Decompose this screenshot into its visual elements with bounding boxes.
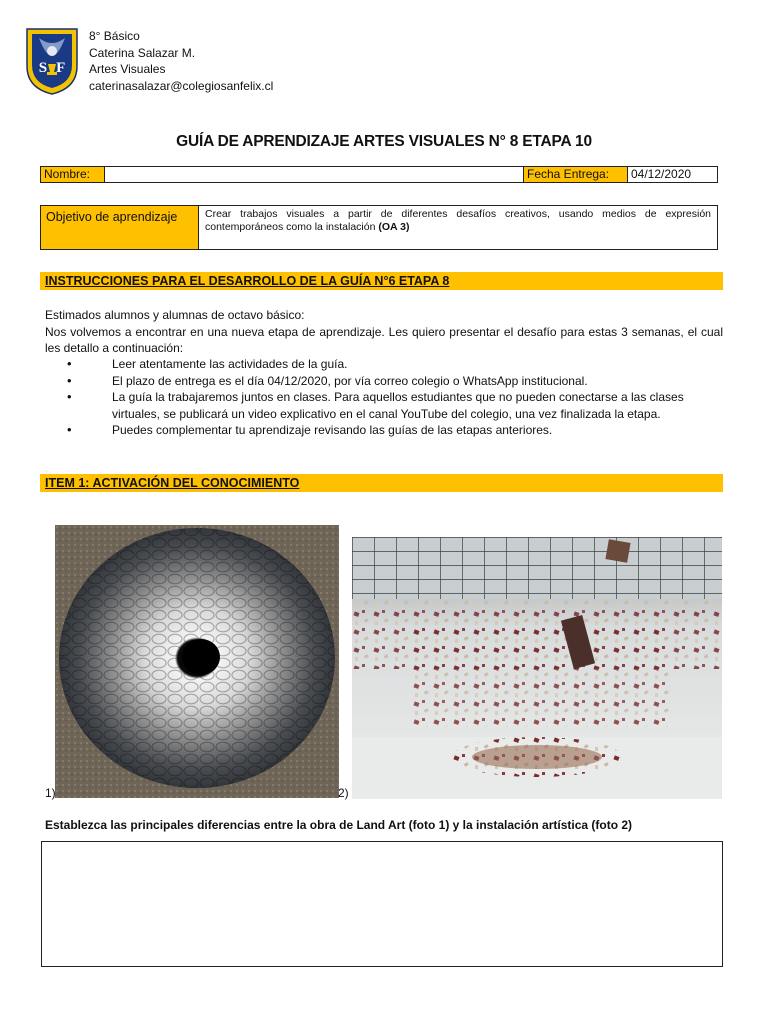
installation-photo xyxy=(352,537,722,799)
header-info xyxy=(89,28,273,94)
instructions-heading xyxy=(40,272,723,290)
land-art-photo xyxy=(55,525,339,798)
photo2-label: 2) xyxy=(338,786,349,800)
item1-heading-text: ITEM 1: ACTIVACIÓN DEL CONOCIMIENTO xyxy=(45,476,300,490)
list-item: • La guía la trabajaremos juntos en clases. Para aquellos estudiantes que no pueden conectarse a las clases virtuales, se publicará un video explicativo en el canal YouTube del colegio, una vez finalizada la etapa. xyxy=(45,389,723,422)
objective-text xyxy=(199,206,717,249)
header-email: caterinasalazar@colegiosanfelix.cl xyxy=(89,78,274,93)
objective-label: Objetivo de aprendizaje xyxy=(41,206,199,249)
list-item: • El plazo de entrega es el día 04/12/2020, por vía correo colegio o WhatsApp institucional. xyxy=(45,373,723,390)
greeting: Estimados alumnos y alumnas de octavo básico: xyxy=(45,308,305,322)
logo-text: SF xyxy=(38,60,75,76)
school-logo xyxy=(24,26,80,96)
date-value: 04/12/2020 xyxy=(631,167,692,181)
list-item: • Leer atentamente las actividades de la guía. xyxy=(45,356,723,373)
instructions-intro xyxy=(45,307,723,357)
objective-table xyxy=(40,205,718,250)
info-row xyxy=(40,166,718,183)
answer-box[interactable] xyxy=(41,841,723,967)
date-label: Fecha Entrega: xyxy=(524,167,628,182)
name-field[interactable] xyxy=(105,167,524,182)
intro-text: Nos volvemos a encontrar en una nueva etapa de aprendizaje. Les quiero presentar el desafío para estas 3 semanas, el cual les detallo a continuación: xyxy=(45,324,723,355)
objective-description: Crear trabajos visuales a partir de diferentes desafíos creativos, usando medios de expresión contemporáneos como la instalación xyxy=(205,208,711,233)
name-label: Nombre: xyxy=(41,167,105,182)
objective-code: (OA 3) xyxy=(378,221,410,233)
header-grade: 8° Básico xyxy=(89,29,140,43)
header-teacher: Caterina Salazar M. xyxy=(89,45,196,60)
instructions-list xyxy=(45,356,723,439)
question-text: Establezca las principales diferencias entre la obra de Land Art (foto 1) y la instalación artística (foto 2) xyxy=(45,818,633,832)
page-title: GUÍA DE APRENDIZAJE ARTES VISUALES N° 8 ETAPA 10 xyxy=(176,133,592,150)
instructions-heading-text: INSTRUCCIONES PARA EL DESARROLLO DE LA GUÍA N°6 ETAPA 8 xyxy=(45,274,450,288)
list-item: • Puedes complementar tu aprendizaje revisando las guías de las etapas anteriores. xyxy=(45,422,723,439)
item1-heading xyxy=(40,474,723,492)
header-subject: Artes Visuales xyxy=(89,62,166,76)
photo1-label: 1) xyxy=(45,786,56,800)
